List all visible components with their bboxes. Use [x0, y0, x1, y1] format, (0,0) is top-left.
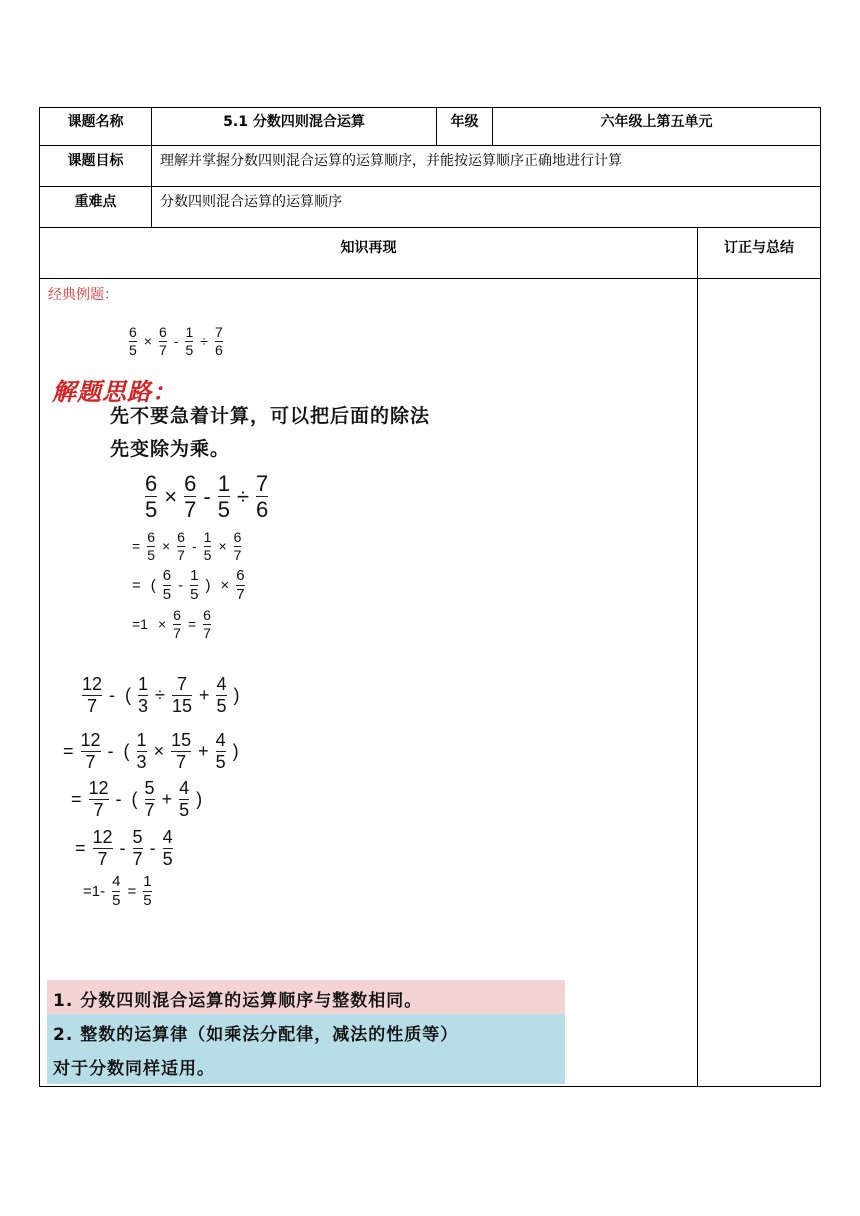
math-operator: ×: [157, 616, 167, 633]
fraction: [184, 472, 196, 521]
math-operator: =1: [132, 616, 148, 633]
summary-point-2-line-2: 对于分数同样适用。: [53, 1059, 215, 1079]
math-operator: ×: [143, 333, 152, 350]
numerator: 12: [82, 674, 103, 694]
denominator: 5: [112, 891, 121, 909]
math-operator: -: [115, 788, 122, 809]
math-operator: +: [161, 788, 173, 809]
denominator: 7: [233, 546, 242, 563]
numerator: 6: [236, 567, 245, 584]
denominator: 6: [256, 497, 269, 523]
math-operator: ): [205, 576, 211, 594]
fraction: [93, 828, 113, 869]
denominator: 7: [176, 751, 187, 772]
objective-label: 课题目标: [67, 153, 124, 169]
numerator: 1: [185, 324, 194, 340]
denominator: 6: [214, 341, 223, 358]
summary-box-2: [47, 1014, 565, 1084]
math-operator: -: [191, 538, 197, 555]
math-operator: =: [63, 740, 74, 761]
numerator: 4: [216, 674, 227, 694]
math-operator: -: [173, 333, 179, 350]
denominator: 5: [162, 848, 173, 869]
denominator: 3: [138, 695, 149, 716]
fraction: [89, 779, 109, 820]
math-operator: ÷: [200, 333, 208, 350]
math-operator: ÷: [236, 483, 250, 509]
denominator: 7: [97, 848, 108, 869]
math-operator: ×: [220, 576, 230, 594]
idea-title: 解题思路：: [52, 378, 177, 406]
problem-expression: [127, 325, 225, 357]
numerator: 1: [190, 567, 199, 584]
math-operator: -: [149, 837, 156, 858]
numerator: 6: [184, 471, 197, 496]
numerator: 4: [162, 827, 173, 847]
math-operator: ): [233, 684, 240, 705]
fraction: [190, 568, 198, 603]
math-operator: (: [123, 740, 130, 761]
fraction: [234, 530, 242, 562]
denominator: 15: [171, 695, 192, 716]
math-operator: ×: [218, 538, 227, 555]
fraction: [216, 675, 226, 716]
fraction: [145, 472, 157, 521]
numerator: 1: [203, 529, 212, 545]
topic-value: 5.1 分数四则混合运算: [223, 114, 365, 130]
numerator: 6: [162, 567, 172, 584]
fraction: [171, 731, 191, 772]
denominator: 7: [93, 799, 104, 820]
numerator: 6: [233, 529, 242, 545]
numerator: 4: [112, 873, 121, 890]
step2-line-4: [78, 874, 154, 909]
denominator: 5: [143, 891, 152, 909]
math-operator: (: [131, 788, 138, 809]
math-operator: ÷: [155, 684, 165, 705]
denominator: 5: [145, 497, 158, 523]
fraction: [216, 731, 226, 772]
denominator: 7: [144, 799, 155, 820]
fraction: [82, 675, 102, 716]
fraction: [236, 568, 244, 603]
math-operator: -: [107, 740, 114, 761]
denominator: 5: [190, 585, 199, 603]
denominator: 5: [217, 497, 230, 523]
fraction: [129, 325, 137, 357]
step1-line-1: [127, 530, 243, 562]
numerator: 6: [145, 471, 158, 496]
numerator: 6: [158, 324, 167, 340]
denominator: 7: [173, 624, 181, 641]
denominator: 7: [177, 546, 185, 563]
numerator: 6: [129, 324, 137, 340]
denominator: 7: [85, 751, 96, 772]
fraction: [163, 828, 173, 869]
denominator: 7: [158, 341, 167, 358]
fraction: [173, 608, 181, 640]
denominator: 5: [147, 546, 155, 563]
step1-line-2: [127, 568, 247, 603]
math-operator: ): [232, 740, 239, 761]
math-operator: -: [203, 483, 211, 509]
fraction: [163, 568, 171, 603]
summary-point-2-line-1: 2. 整数的运算律（如乘法分配律，减法的性质等）: [53, 1025, 459, 1045]
numerator: 12: [80, 730, 101, 750]
numerator: 12: [92, 827, 113, 847]
key-points-label: 重难点: [74, 194, 117, 210]
denominator: 5: [162, 585, 172, 603]
grade-value: 六年级上第五单元: [600, 114, 713, 130]
numerator: 12: [88, 778, 109, 798]
summary-point-1: 1. 分数四则混合运算的运算顺序与整数相同。: [53, 991, 423, 1011]
numerator: 1: [136, 730, 147, 750]
fraction: [215, 325, 223, 357]
correction-header: 订正与总结: [724, 240, 794, 256]
denominator: 5: [129, 341, 137, 358]
numerator: 1: [217, 471, 230, 496]
math-operator: -: [119, 837, 126, 858]
math-operator: +: [198, 684, 210, 705]
objective-value: 理解并掌握分数四则混合运算的运算顺序，并能按运算顺序正确地进行计算: [160, 153, 622, 169]
numerator: 15: [171, 730, 192, 750]
fraction: [159, 325, 167, 357]
numerator: 6: [203, 607, 211, 623]
denominator: 5: [203, 546, 212, 563]
step2-line-0: [80, 675, 245, 716]
math-operator: ): [196, 788, 203, 809]
key-points-value: 分数四则混合运算的运算顺序: [160, 194, 342, 210]
fraction: [172, 675, 192, 716]
numerator: 1: [138, 674, 149, 694]
fraction: [143, 874, 151, 909]
step2-line-2: [66, 779, 207, 820]
math-operator: =: [132, 538, 141, 555]
math-operator: (: [150, 576, 156, 594]
math-operator: -: [178, 576, 184, 594]
numerator: 4: [215, 730, 226, 750]
fraction: [112, 874, 120, 909]
step1-line-3: [127, 608, 213, 640]
fraction: [137, 731, 147, 772]
numerator: 7: [214, 324, 223, 340]
fraction: [204, 530, 212, 562]
fraction: [185, 325, 193, 357]
step2-line-3: [70, 828, 175, 869]
math-operator: ×: [164, 483, 178, 509]
fraction: [218, 472, 230, 521]
summary-box-1: [47, 980, 565, 1014]
denominator: 7: [184, 497, 197, 523]
math-operator: =: [187, 616, 197, 633]
fraction: [138, 675, 148, 716]
math-operator: ×: [153, 740, 165, 761]
denominator: 5: [179, 799, 190, 820]
math-operator: =: [71, 788, 82, 809]
denominator: 5: [185, 341, 194, 358]
knowledge-header: 知识再现: [340, 240, 397, 256]
denominator: 5: [215, 751, 226, 772]
math-operator: -: [109, 684, 116, 705]
numerator: 6: [147, 529, 155, 545]
denominator: 7: [87, 695, 98, 716]
idea-line-1: 先不要急着计算，可以把后面的除法: [110, 405, 431, 427]
math-operator: (: [125, 684, 132, 705]
numerator: 7: [176, 674, 187, 694]
numerator: 6: [173, 607, 181, 623]
math-operator: ×: [161, 538, 171, 555]
fraction: [177, 530, 185, 562]
fraction: [147, 530, 155, 562]
numerator: 4: [179, 778, 190, 798]
fraction: [133, 828, 143, 869]
denominator: 7: [132, 848, 143, 869]
numerator: 1: [143, 873, 152, 890]
step1-line-0: [143, 472, 270, 521]
fraction: [256, 472, 268, 521]
grade-label: 年级: [450, 114, 479, 130]
fraction: [179, 779, 189, 820]
fraction: [81, 731, 101, 772]
math-operator: +: [198, 740, 209, 761]
math-operator: =: [127, 882, 137, 900]
step2-line-1: [58, 731, 244, 772]
numerator: 5: [132, 827, 143, 847]
idea-line-2: 先变除为乘。: [110, 438, 231, 460]
denominator: 3: [136, 751, 147, 772]
numerator: 7: [256, 471, 269, 496]
numerator: 5: [144, 778, 155, 798]
topic-label: 课题名称: [67, 114, 124, 130]
fraction: [203, 608, 211, 640]
denominator: 7: [203, 624, 211, 641]
fraction: [145, 779, 155, 820]
math-operator: =: [132, 576, 141, 594]
math-operator: =: [75, 837, 86, 858]
numerator: 6: [177, 529, 185, 545]
math-operator: =1-: [83, 882, 106, 900]
denominator: 5: [216, 695, 227, 716]
example-label: 经典例题：: [48, 287, 118, 303]
denominator: 7: [236, 585, 245, 603]
